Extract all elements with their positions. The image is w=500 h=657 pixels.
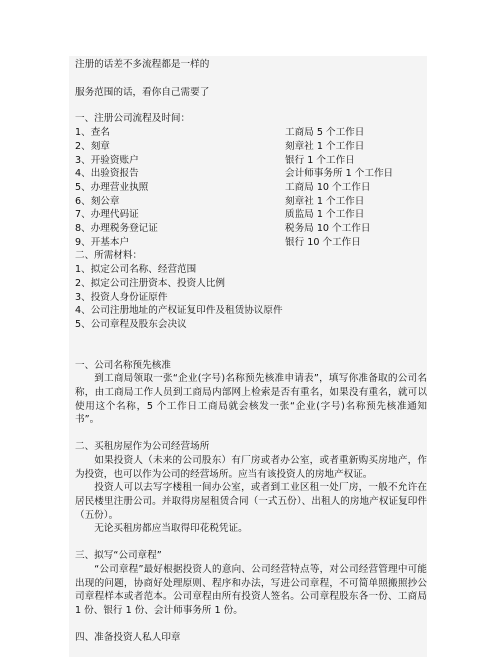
step-name: 1、查名 — [75, 127, 110, 139]
detail4-heading: 四、准备投资人私人印章 — [75, 631, 181, 643]
list-item — [75, 154, 427, 168]
step-duration: 工商局 10 个工作日 — [285, 181, 371, 193]
document-content — [75, 58, 427, 644]
list-item — [75, 181, 427, 195]
section1-heading: 一、注册公司流程及时间： — [75, 113, 191, 125]
step-duration: 质监局 1 个工作日 — [285, 209, 365, 221]
materials-list — [75, 263, 427, 332]
step-duration: 银行 10 个工作日 — [285, 236, 361, 248]
step-name: 9、开基本户 — [75, 236, 130, 248]
step-duration: 刻章社 1 个工作日 — [285, 140, 365, 152]
step-duration: 会计师事务所 1 个工作日 — [285, 168, 394, 180]
step-duration: 银行 1 个工作日 — [285, 154, 355, 166]
detail3-body: “公司章程”最好根据投资人的意向、公司经营特点等，对公司经营管理中可能出现的问题，协商好处理原则、程序和办法，写进公司章程，不可简单照搬照抄公司章程样本或者范本。公司章程由所有投资人签名。公司章程股东各一份、工商局 1 份、银行 1 份、会计师事务所 1 份。 — [75, 563, 427, 616]
intro-line-2: 服务范围的话，看你自己需要了 — [75, 86, 210, 98]
step-duration: 工商局 5 个工作日 — [285, 127, 365, 139]
detail1-body: 到工商局领取一张“企业(字号)名称预先核准申请表”，填写你准备取的公司名称，由工商局工作人员到工商局内部网上检索是否有重名，如果没有重名，就可以使用这个名称，5 个工作日工商局就会核发一张“企业(字号)名称预先核准通知书”。 — [75, 373, 427, 426]
step-duration: 刻章社 1 个工作日 — [285, 195, 365, 207]
list-item — [75, 222, 427, 236]
intro-line-1: 注册的话差不多流程都是一样的 — [75, 59, 210, 70]
step-name: 4、出验资报告 — [75, 168, 139, 180]
list-item: 2、拟定公司注册资本、投资人比例 — [75, 277, 226, 289]
detail2-para-2: 投资人可以去写字楼租一间办公室，或者到工业区租一处厂房，一般不允许在居民楼里注册公司。并取得房屋租赁合同（一式五份）、出租人的房地产权证复印件（五份）。 — [75, 482, 427, 521]
detail2-para-1: 如果投资人（未来的公司股东）有厂房或者办公室，或者重新购买房地产，作为投资，也可以作为公司的经营场所。应当有该投资人的房地产权证。 — [75, 454, 427, 480]
step-duration: 税务局 10 个工作日 — [285, 223, 371, 235]
list-item: 1、拟定公司名称、经营范围 — [75, 264, 197, 276]
detail3-heading: 三、拟写“公司章程” — [75, 550, 162, 562]
list-item: 3、投资人身份证原件 — [75, 291, 168, 303]
section2-heading: 二、所需材料： — [75, 250, 143, 262]
step-name: 8、办理税务登记证 — [75, 223, 158, 235]
list-item: 4、公司注册地址的产权证复印件及租赁协议原件 — [75, 305, 283, 317]
step-name: 7、办理代码证 — [75, 209, 139, 221]
detail2-heading: 二、买租房屋作为公司经营场所 — [75, 441, 210, 453]
registration-steps-list — [75, 126, 427, 249]
detail1-heading: 一、公司名称预先核准 — [75, 359, 171, 371]
list-item — [75, 126, 427, 140]
list-item — [75, 140, 427, 154]
step-name: 5、办理营业执照 — [75, 181, 149, 193]
detail2-para-3: 无论买租房都应当取得印花税凭证。 — [94, 523, 248, 535]
list-item — [75, 167, 427, 181]
list-item — [75, 236, 427, 250]
step-name: 3、开验资账户 — [75, 154, 139, 166]
step-name: 6、刻公章 — [75, 195, 120, 207]
step-name: 2、刻章 — [75, 140, 110, 152]
list-item — [75, 195, 427, 209]
list-item — [75, 208, 427, 222]
list-item: 5、公司章程及股东会决议 — [75, 318, 187, 330]
